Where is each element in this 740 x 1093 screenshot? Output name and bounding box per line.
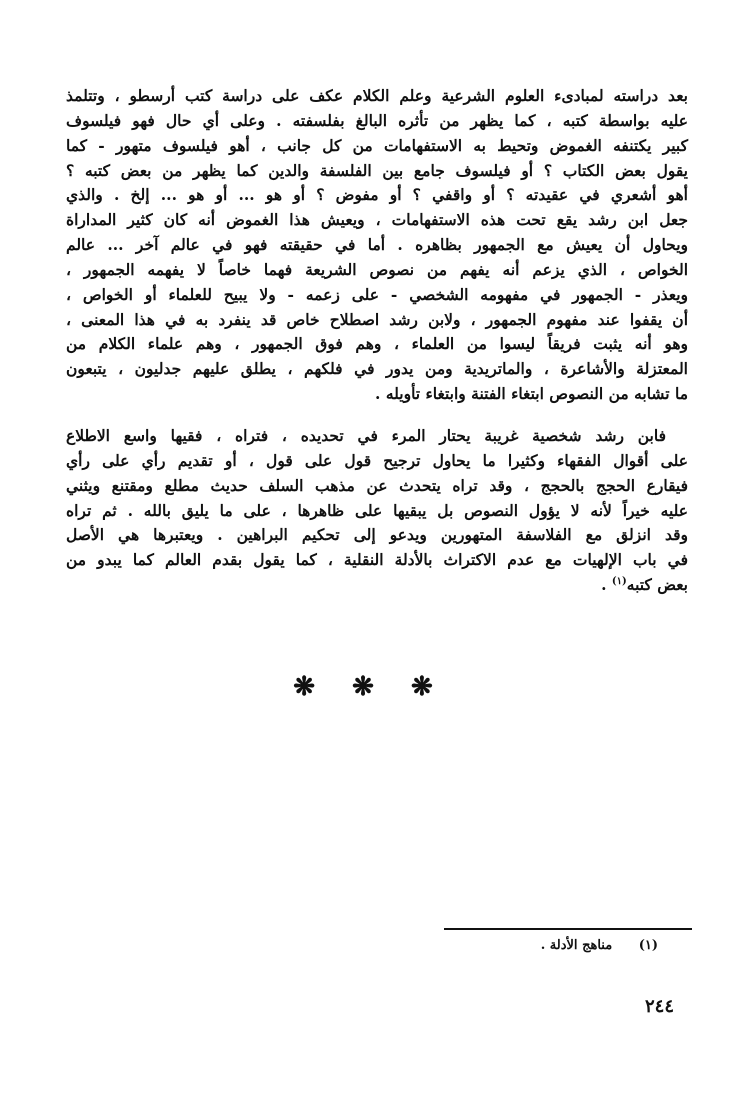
text-line: عليه خيراً لأنه لا يؤول النصوص بل يبقيها على ظاهرها ، على ما يليق بالله . ثم تراه bbox=[66, 500, 688, 520]
page-number: ٢٤٤ bbox=[644, 996, 674, 1017]
text-line: عليه بواسطة كتبه ، كما يظهر من تأثره البالغ بفلسفته . وعلى أي حال فهو فيلسوف bbox=[66, 110, 688, 130]
text-line: يقول بعض الكتاب ؟ أو فيلسوف جامع بين الفلسفة والدين كما يظهر من بعض كتبه ؟ bbox=[66, 160, 688, 180]
footnote-divider bbox=[444, 928, 692, 930]
text-line: وهو أنه يثبت فريقاً ليسوا من العلماء ، وهم فوق الجمهور ، وهم علماء الكلام من bbox=[66, 334, 688, 354]
text-line: وقد انزلق مع الفلاسفة المتهورين ويدعو إلى تحكيم البراهين . ويعتبرها هي الأصل bbox=[66, 525, 688, 545]
text-line: الخواص ، الذي يزعم أنه يفهم من نصوص الشريعة فهما خاصاً لا يفهمه الجمهور ، bbox=[66, 259, 688, 279]
last-line-end: . bbox=[601, 575, 612, 595]
section-separator: ❋ ❋ ❋ bbox=[293, 672, 447, 702]
footnote-text: مناهج الأدلة . bbox=[540, 938, 613, 953]
paragraph-1 bbox=[66, 84, 688, 407]
text-line: ما تشابه من النصوص ابتغاء الفتنة وابتغاء تأويله . bbox=[375, 384, 688, 404]
text-line: جعل ابن رشد يقع تحت هذه الاستفهامات ، ويعيش هذا الغموض أنه كان كثير المداراة bbox=[66, 210, 688, 230]
text-line: أهو أشعري في عقيدته ؟ أو واقفي ؟ أو مفوض ؟ أو هو ... أو هو ... إلخ . والذي bbox=[66, 185, 688, 205]
text-line: المعتزلة والأشاعرة ، والماتريدية ومن يدور في فلكهم ، يطلق عليهم جدليون ، يتبعون bbox=[66, 359, 688, 379]
footnote bbox=[541, 938, 658, 953]
text-line: ويحاول أن يعيش مع الجمهور بظاهره . أما في حقيقته فهو في عالم آخر ... عالم bbox=[66, 235, 688, 255]
paragraph-2 bbox=[66, 424, 688, 598]
text-line: فابن رشد شخصية غريبة يحتار المرء في تحديده ، فتراه ، فقيها واسع الاطلاع bbox=[66, 425, 666, 445]
text-line: كبير يكتنفه الغموض وتحيط به الاستفهامات من كل جانب ، أهو فيلسوف متهور - كما bbox=[66, 135, 688, 155]
text-line: فيقارع الحجج بالحجج ، وقد تراه يتحدث عن مذهب السلف حديث مطلع ومقتنع ويثني bbox=[66, 475, 688, 495]
footnote-number: (١) bbox=[638, 938, 658, 953]
main-text bbox=[66, 84, 688, 598]
text-line: أن يقفوا عند مفهوم الجمهور ، ولابن رشد اصطلاح خاص قد ينفرد به في هذا المعنى ، bbox=[66, 309, 688, 329]
text-line: على أقوال الفقهاء وكثيرا ما يحاول ترجيح قول على قول ، أو تقديم رأي على رأي bbox=[66, 450, 688, 470]
text-line: ويعذر - الجمهور في مفهومه الشخصي - على زعمه - ولا يبيح للعلماء أو الخواص ، bbox=[66, 284, 688, 304]
text-line: في باب الإلهيات مع عدم الاكتراث بالأدلة النقلية ، كما يقول بقدم العالم كما يبدو من bbox=[66, 550, 688, 570]
footnote-reference[interactable]: (١) bbox=[611, 575, 627, 587]
text-line bbox=[66, 573, 688, 598]
text-line: بعد دراسته لمبادىء العلوم الشرعية وعلم الكلام عكف على دراسة كتب أرسطو ، وتتلمذ bbox=[66, 86, 688, 105]
last-line-text: بعض كتبه bbox=[626, 575, 688, 595]
